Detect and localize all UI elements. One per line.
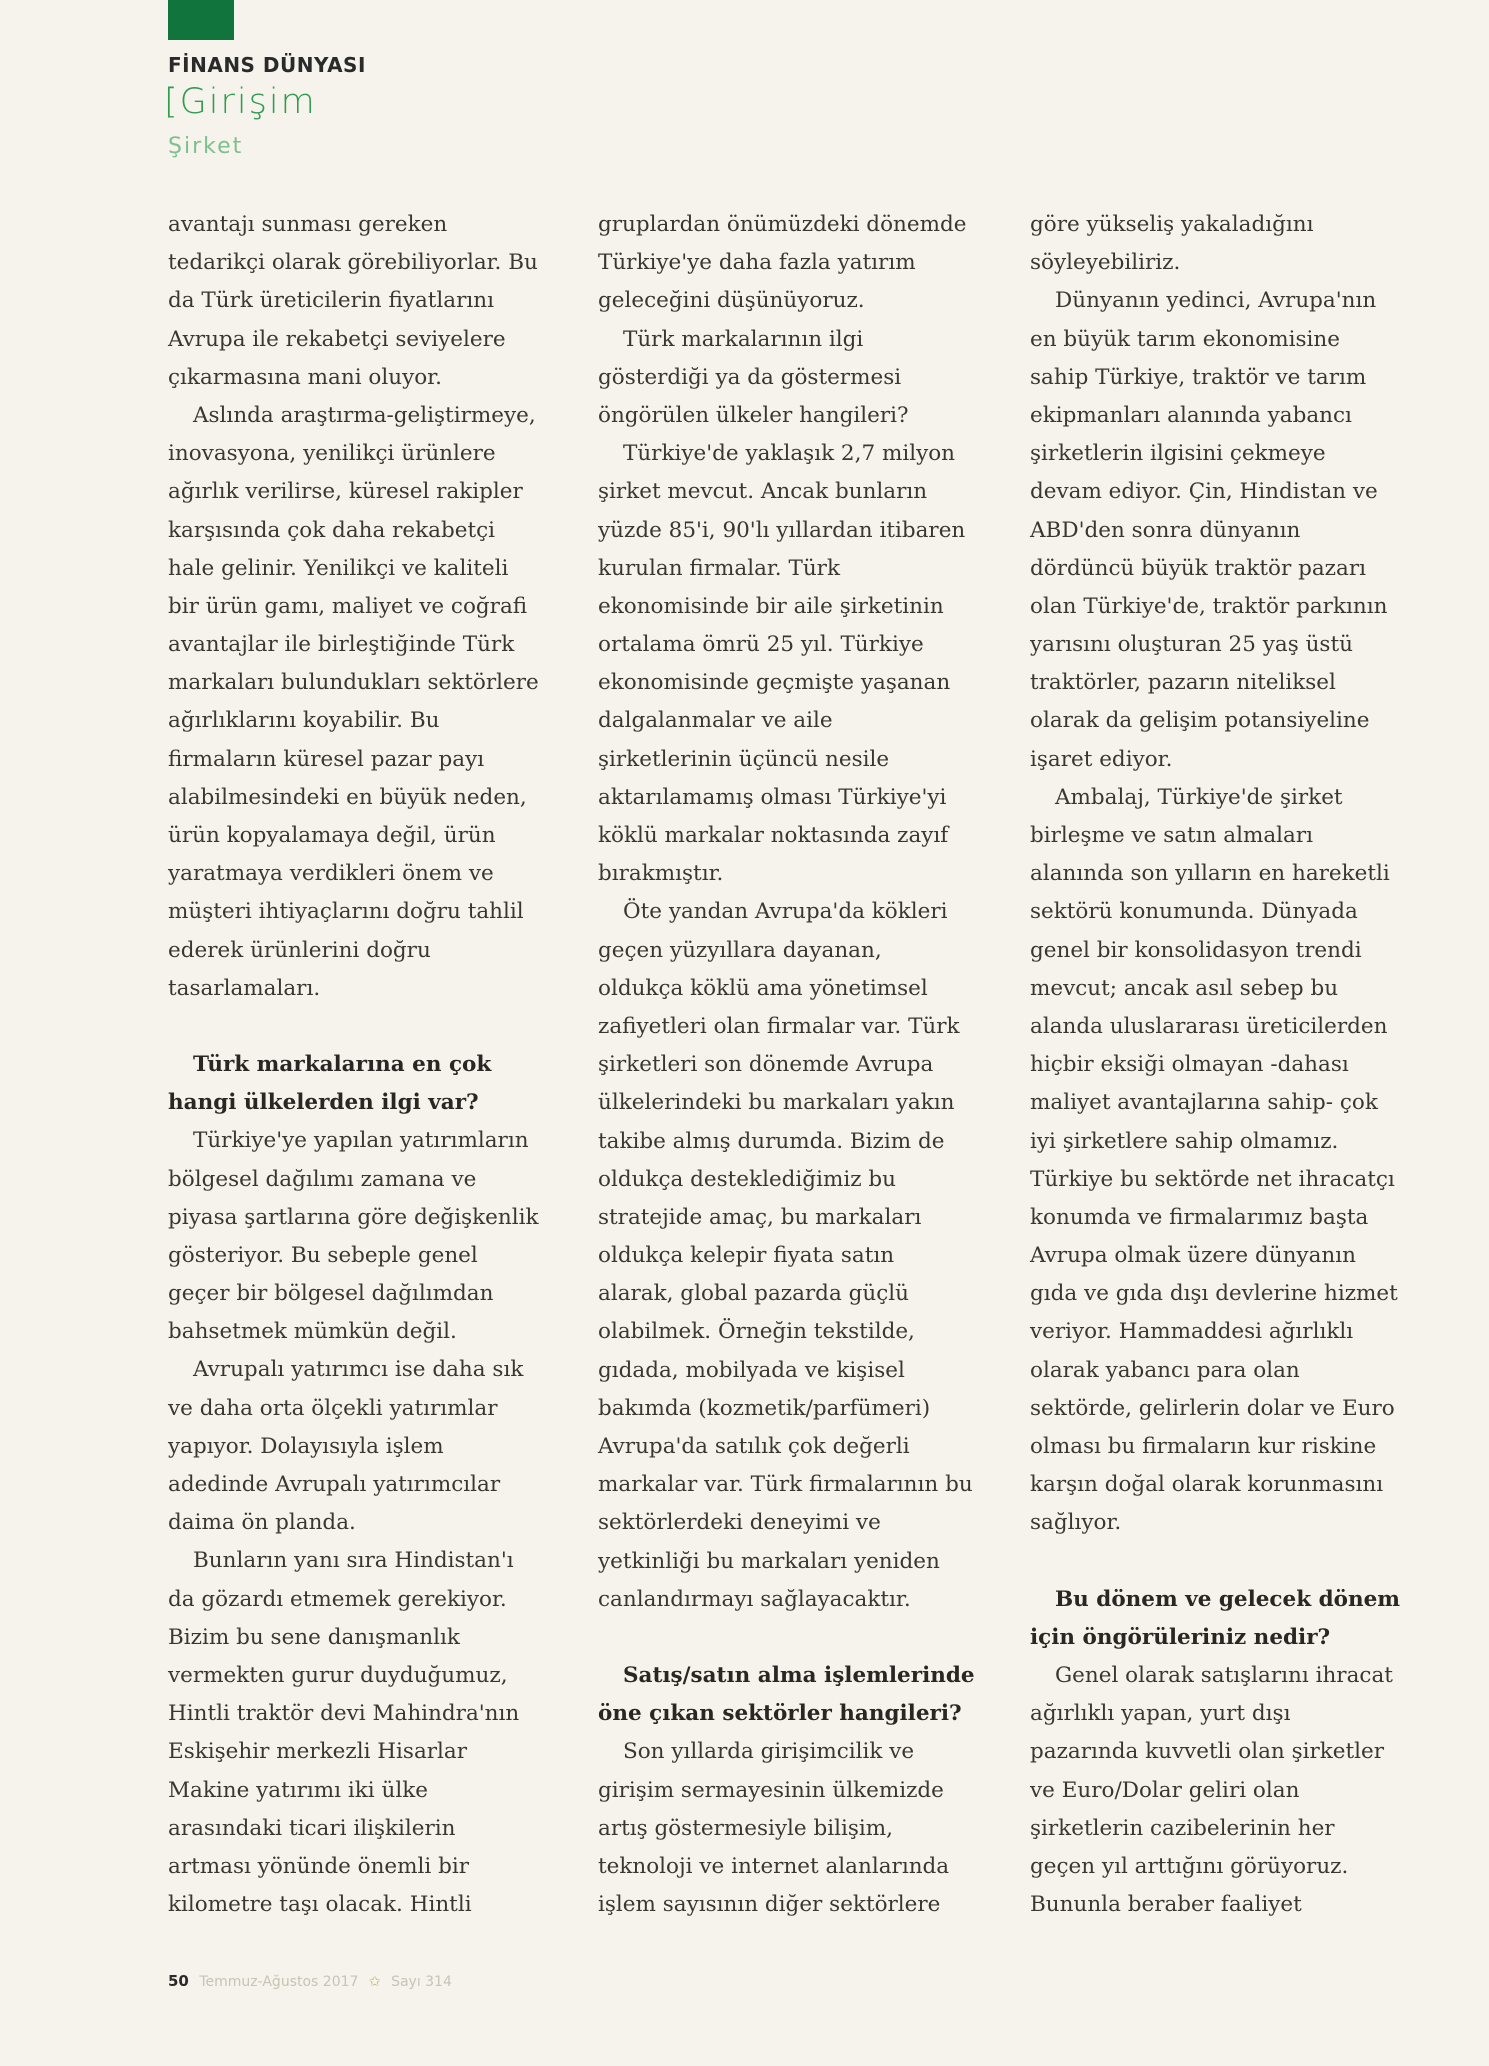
body-text-line: markalar var. Türk firmalarının bu (598, 1472, 973, 1498)
page-title: [Girişim (164, 82, 317, 122)
body-text-line: alarak, global pazarda güçlü (598, 1281, 909, 1307)
body-text-line: zafiyetleri olan firmalar var. Türk (598, 1013, 960, 1039)
body-text-line: Ambalaj, Türkiye'de şirket (1055, 784, 1343, 810)
body-text-line: ve Euro/Dolar geliri olan (1030, 1777, 1300, 1803)
body-text-line: Dünyanın yedinci, Avrupa'nın (1055, 288, 1377, 314)
body-text-line: yarısını oluşturan 25 yaş üstü (1030, 632, 1353, 658)
body-text-line: hiçbir eksiği olmayan -dahası (1030, 1052, 1349, 1078)
body-text-line: birleşme ve satın almaları (1030, 823, 1313, 848)
body-text-line: markaları bulundukları sektörlere (168, 670, 539, 696)
section-heading-line: hangi ülkelerden ilgi var? (168, 1090, 479, 1116)
body-text-line: arasındaki ticari ilişkilerin (168, 1815, 456, 1841)
body-text-line: kurulan firmalar. Türk (598, 555, 840, 581)
body-text-line: iyi şirketlere sahip olmamız. (1030, 1128, 1339, 1154)
body-text-line: dördüncü büyük traktör pazarı (1030, 555, 1366, 581)
section-heading-line: için öngörüleriniz nedir? (1030, 1624, 1331, 1650)
body-text-line: yapıyor. Dolayısıyla işlem (168, 1433, 444, 1459)
body-text-line: geçen yıl arttığını görüyoruz. (1030, 1853, 1349, 1879)
body-text-line: avantajı sunması gereken (168, 212, 448, 237)
body-text-line: geleceğini düşünüyoruz. (598, 288, 865, 314)
body-text-line: kilometre taşı olacak. Hintli (168, 1892, 472, 1918)
body-text-line: ürün kopyalamaya değil, ürün (168, 823, 496, 848)
section-heading-line: Bu dönem ve gelecek dönem (1055, 1586, 1401, 1612)
body-text-line: bahsetmek mümkün değil. (168, 1319, 457, 1345)
body-text-line: gıdada, mobilyada ve kişisel (598, 1357, 905, 1383)
body-text-line: bakımda (kozmetik/parfümeri) (598, 1395, 931, 1421)
body-text-line: Öte yandan Avrupa'da kökleri (623, 899, 948, 925)
body-text-line: şirketleri son dönemde Avrupa (598, 1052, 934, 1078)
body-text-line: Türkiye'ye daha fazla yatırım (598, 250, 916, 276)
body-text-line: Türkiye'ye yapılan yatırımların (193, 1128, 529, 1154)
body-text-line: teknoloji ve internet alanlarında (598, 1853, 950, 1879)
body-text-line: takibe almış durumda. Bizim de (598, 1128, 945, 1154)
body-text-line: tedarikçi olarak görebiliyorlar. Bu (168, 250, 538, 276)
body-text-line: da Türk üreticilerin fiyatlarını (168, 288, 494, 314)
body-text-line: ederek ürünlerini doğru (168, 937, 431, 963)
body-text-line: Hintli traktör devi Mahindra'nın (168, 1701, 520, 1727)
page-footer (168, 1972, 452, 1990)
body-text-line: Bununla beraber faaliyet (1030, 1892, 1302, 1918)
body-text-line: söyleyebiliriz. (1030, 250, 1181, 276)
body-text-line: da gözardı etmemek gerekiyor. (168, 1586, 507, 1612)
body-text-line: ekonomisinde bir aile şirketinin (598, 593, 944, 619)
body-text-line: artış göstermesiyle bilişim, (598, 1815, 893, 1841)
body-text-line: sektörlerdeki deneyimi ve (598, 1510, 881, 1536)
body-text-line: şirketlerin cazibelerinin her (1030, 1815, 1335, 1841)
body-text-line: Türkiye bu sektörde net ihracatçı (1030, 1166, 1395, 1192)
body-text-line: olarak yabancı para olan (1030, 1357, 1300, 1383)
body-text-line: geçen yüzyıllara dayanan, (598, 937, 882, 963)
body-text-line: öngörülen ülkeler hangileri? (598, 402, 909, 428)
body-text-line: pazarında kuvvetli olan şirketler (1030, 1739, 1385, 1765)
body-text-line: olması bu firmaların kur riskine (1030, 1434, 1377, 1459)
body-text-line: bırakmıştır. (598, 861, 724, 887)
body-text-line: yetkinliği bu markaları yeniden (598, 1548, 940, 1574)
body-text-line: çıkarmasına mani oluyor. (168, 364, 442, 390)
body-text-line: ağırlıklarını koyabilir. Bu (168, 708, 440, 734)
body-text-line: Avrupa'da satılık çok değerli (598, 1434, 910, 1459)
body-text-line: Genel olarak satışlarını ihracat (1055, 1662, 1393, 1688)
body-text-line: mevcut; ancak asıl sebep bu (1030, 975, 1339, 1001)
body-text-line: karşın doğal olarak korunmasını (1030, 1472, 1384, 1498)
paragraph-gap (1030, 1543, 1430, 1581)
body-text-line: ortalama ömrü 25 yıl. Türkiye (598, 632, 924, 658)
body-text-line: piyasa şartlarına göre değişkenlik (168, 1204, 539, 1230)
body-text-line: köklü markalar noktasında zayıf (598, 823, 949, 848)
body-text-line: işaret ediyor. (1030, 746, 1173, 772)
body-text-line: şirketlerin ilgisini çekmeye (1030, 441, 1326, 467)
body-text-line: artması yönünde önemli bir (168, 1853, 470, 1879)
body-text-line: sahip Türkiye, traktör ve tarım (1030, 364, 1367, 390)
body-text-line: Türk markalarının ilgi (623, 326, 864, 352)
body-text-line: gruplardan önümüzdeki dönemde (598, 212, 967, 237)
body-text-line: yaratmaya verdikleri önem ve (168, 861, 494, 887)
body-text-line: ülkelerindeki bu markaları yakın (598, 1090, 955, 1116)
body-text-line: ekonomisinde geçmişte yaşanan (598, 670, 951, 696)
body-text-line: firmaların küresel pazar payı (168, 746, 485, 772)
body-text-line: hale gelinir. Yenilikçi ve kaliteli (168, 555, 509, 581)
body-text-line: Makine yatırımı iki ülke (168, 1777, 428, 1803)
body-text-line: işlem sayısının diğer sektörlere (598, 1892, 941, 1918)
text-column-1 (168, 206, 568, 1924)
body-text-line: veriyor. Hammaddesi ağırlıklı (1030, 1319, 1354, 1345)
body-text-line: devam ediyor. Çin, Hindistan ve (1030, 479, 1378, 505)
body-text-line: konumda ve firmalarımız başta (1030, 1204, 1369, 1230)
body-text-line: avantajlar ile birleştiğinde Türk (168, 632, 515, 658)
body-text-line: oldukça desteklediğimiz bu (598, 1166, 896, 1192)
section-heading-line: öne çıkan sektörler hangileri? (598, 1701, 962, 1727)
body-text-line: alanında son yılların en hareketli (1030, 861, 1390, 887)
body-text-line: girişim sermayesinin ülkemizde (598, 1777, 944, 1803)
body-text-line: Aslında araştırma-geliştirmeye, (193, 402, 536, 428)
body-text-line: Bunların yanı sıra Hindistan'ı (193, 1548, 514, 1574)
body-text-line: olabilmek. Örneğin tekstilde, (598, 1319, 915, 1345)
text-column-3 (1030, 206, 1430, 1924)
section-heading-line: Satış/satın alma işlemlerinde (623, 1662, 975, 1688)
body-text-line: alabilmesindeki en büyük neden, (168, 784, 527, 810)
body-text-line: alanda uluslararası üreticilerden (1030, 1013, 1388, 1039)
body-text-line: karşısında çok daha rekabetçi (168, 517, 496, 543)
body-text-line: inovasyona, yenilikçi ürünlere (168, 441, 496, 467)
body-text-line: bölgesel dağılımı zamana ve (168, 1166, 477, 1192)
body-text-line: Bizim bu sene danışmanlık (168, 1624, 460, 1650)
body-text-line: gösteriyor. Bu sebeple genel (168, 1242, 478, 1268)
body-text-line: adedinde Avrupalı yatırımcılar (168, 1472, 501, 1497)
body-text-line: olan Türkiye'de, traktör parkının (1030, 593, 1388, 619)
body-text-line: canlandırmayı sağlayacaktır. (598, 1586, 911, 1612)
star-icon: ✩ (368, 1974, 381, 1990)
body-text-line: gıda ve gıda dışı devlerine hizmet (1030, 1281, 1398, 1307)
page-number: 50 (168, 1972, 189, 1990)
body-text-line: oldukça köklü ama yönetimsel (598, 975, 928, 1001)
body-text-line: maliyet avantajlarına sahip- çok (1030, 1090, 1378, 1116)
body-text-line: şirketlerinin üçüncü nesile (598, 746, 890, 772)
body-text-line: daima ön planda. (168, 1510, 356, 1536)
body-text-line: ağırlıklı yapan, yurt dışı (1030, 1701, 1291, 1727)
body-text-line: traktörler, pazarın niteliksel (1030, 670, 1336, 696)
body-text-line: tasarlamaları. (168, 975, 321, 1001)
paragraph-gap (598, 1619, 998, 1657)
body-text-line: genel bir konsolidasyon trendi (1030, 937, 1362, 963)
body-text-line: aktarılamamış olması Türkiye'yi (598, 784, 947, 810)
body-text-line: Son yıllarda girişimcilik ve (623, 1739, 915, 1765)
body-text-line: stratejide amaç, bu markaları (598, 1204, 922, 1230)
body-text-line: Avrupalı yatırımcı ise daha sık (193, 1357, 524, 1383)
body-text-line: ABD'den sonra dünyanın (1030, 517, 1301, 543)
body-text-line: bir ürün gamı, maliyet ve coğrafi (168, 593, 528, 619)
paragraph-gap (168, 1008, 568, 1046)
body-text-line: sektörü konumunda. Dünyada (1030, 899, 1358, 925)
text-column-2 (598, 206, 998, 1924)
body-text-line: Avrupa ile rekabetçi seviyelere (168, 326, 506, 352)
body-text-line: göre yükseliş yakaladığını (1030, 212, 1314, 237)
body-text-line: en büyük tarım ekonomisine (1030, 326, 1340, 352)
body-text-line: yüzde 85'i, 90'lı yıllardan itibaren (598, 517, 966, 543)
body-text-line: müşteri ihtiyaçlarını doğru tahlil (168, 899, 524, 925)
body-text-line: olarak da gelişim potansiyeline (1030, 708, 1370, 734)
body-text-line: oldukça kelepir fiyata satın (598, 1243, 895, 1269)
body-text-line: ve daha orta ölçekli yatırımlar (168, 1395, 498, 1421)
body-text-line: Eskişehir merkezli Hisarlar (168, 1739, 468, 1765)
body-text-line: ağırlık verilirse, küresel rakipler (168, 479, 523, 505)
body-text-line: Türkiye'de yaklaşık 2,7 milyon (623, 441, 956, 467)
body-text-line: geçer bir bölgesel dağılımdan (168, 1281, 494, 1307)
body-text-line: şirket mevcut. Ancak bunların (598, 479, 928, 505)
body-text-line: vermekten gurur duyduğumuz, (168, 1662, 508, 1688)
issue-date: Temmuz-Ağustos 2017 (199, 1974, 359, 1990)
section-label: FİNANS DÜNYASI (168, 53, 366, 77)
body-text-line: ekipmanları alanında yabancı (1030, 402, 1352, 428)
body-text-line: Avrupa olmak üzere dünyanın (1030, 1243, 1356, 1269)
body-text-line: dalgalanmalar ve aile (598, 708, 833, 734)
body-text-line: sektörde, gelirlerin dolar ve Euro (1030, 1395, 1395, 1421)
body-text-line: gösterdiği ya da göstermesi (598, 364, 902, 390)
body-text-line: sağlıyor. (1030, 1510, 1122, 1536)
page-subtitle: Şirket (168, 134, 244, 159)
issue-number: Sayı 314 (391, 1974, 452, 1990)
section-color-block (168, 0, 234, 40)
section-heading-line: Türk markalarına en çok (193, 1051, 492, 1077)
